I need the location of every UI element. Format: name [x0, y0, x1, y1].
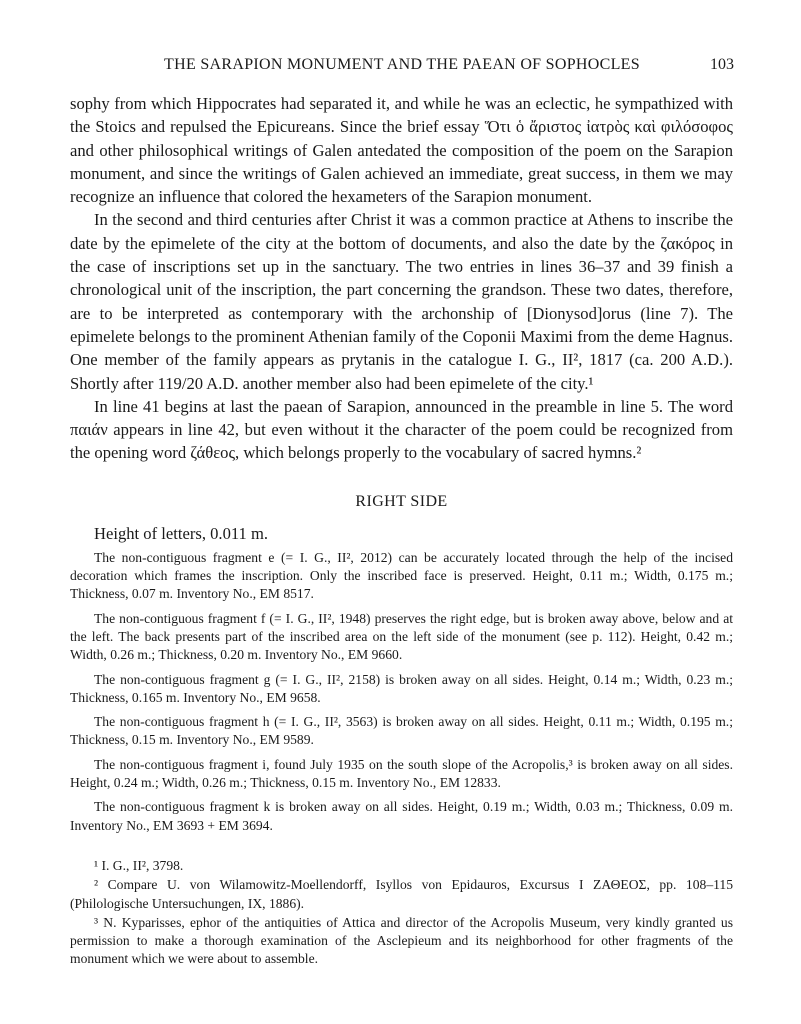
footnote-2: ² Compare U. von Wilamowitz-Moellendorff, Isyllos von Epidauros, Excursus I ΖΑΘΕΟΣ, pp. 108–115 (Philologische Untersuchungen, IX, 1886). [70, 877, 733, 911]
fragment-i: The non-contiguous fragment i, found July 1935 on the south slope of the Acropolis,³ is broken away on all sides. Height, 0.24 m.; Width, 0.26 m.; Thickness, 0.15 m. Inventory No., EM 12833. [70, 756, 733, 791]
paragraph-2: In the second and third centuries after Christ it was a common practice at Athens to inscribe the date by the epimelete of the city at the bottom of documents, and also the date by the ζακόρος in the case of inscriptions set up in the sanctuary. The two entries in lines 36–37 and 39 finish a chronological unit of the inscription, the part concerning the grandson. These two dates, therefore, are to be interpreted as contemporary with the archonship of [Dionysod]orus (line 7). The epimelete belongs to the prominent Athenian family of the Coponii Maximi from the deme Hagnus. One member of the family appears as prytanis in the catalogue I. G., II², 1817 (ca. 200 A.D.). Shortly after 119/20 A.D. another member also had been epimelete of the city.¹ [70, 210, 733, 393]
footnote-1: ¹ I. G., II², 3798. [94, 857, 184, 873]
fragment-e: The non-contiguous fragment e (= I. G., II², 2012) can be accurately located through the help of the incised decoration which frames the inscription. Only the inscribed face is preserved. Height, 0.11 m.; Width, 0.175 m.; Thickness, 0.07 m. Inventory No., EM 8517. [70, 549, 733, 602]
section-heading: RIGHT SIDE [355, 492, 448, 510]
fragment-g: The non-contiguous fragment g (= I. G., II², 2158) is broken away on all sides. Height, 0.14 m.; Width, 0.23 m.; Thickness, 0.165 m. Inventory No., EM 9658. [70, 671, 733, 705]
paragraph-1: sophy from which Hippocrates had separated it, and while he was an eclectic, he sympathized with the Stoics and repulsed the Epicureans. Since the brief essay Ὅτι ὁ ἄριστος ἰατρὸς καὶ φιλόσοφος and other philosophical writings of Galen antedated the composition of the poem on the Sarapion monument, and since the writings of Galen achieved an immediate, great success, in them we may recognize an influence that colored the hexameters of the Sarapion monument. [70, 94, 733, 207]
main-text [70, 92, 733, 969]
section-subheading: Height of letters, 0.011 m. [94, 523, 269, 543]
paragraph-3: In line 41 begins at last the paean of Sarapion, announced in the preamble in line 5. The word παιάν appears in line 42, but even without it the character of the poem could be recognized from the opening word ζάθεος, which belongs properly to the vocabulary of sacred hymns.² [70, 396, 733, 463]
fragment-k: The non-contiguous fragment k is broken away on all sides. Height, 0.19 m.; Width, 0.03 m.; Thickness, 0.09 m. Inventory No., EM 3693 + EM 3694. [70, 799, 733, 833]
running-header [70, 56, 734, 80]
page-number: 103 [710, 56, 734, 73]
running-title: THE SARAPION MONUMENT AND THE PAEAN OF SOPHOCLES [164, 56, 640, 73]
footnotes [70, 857, 733, 969]
footnote-3: ³ N. Kyparisses, ephor of the antiquities of Attica and director of the Acropolis Museum, very kindly granted us permission to make a thorough examination of the Asclepieum and its neighborhood for other fragments of the monument which we were about to assemble. [70, 914, 733, 967]
fragment-f: The non-contiguous fragment f (= I. G., II², 1948) preserves the right edge, but is broken away above, below and at the left. The back presents part of the inscribed area on the left side of the monument (see p. 112). Height, 0.42 m.; Width, 0.26 m.; Thickness, 0.20 m. Inventory No., EM 9660. [70, 610, 733, 663]
fragment-h: The non-contiguous fragment h (= I. G., II², 3563) is broken away on all sides. Height, 0.11 m.; Width, 0.195 m.; Thickness, 0.15 m. Inventory No., EM 9589. [70, 714, 733, 748]
